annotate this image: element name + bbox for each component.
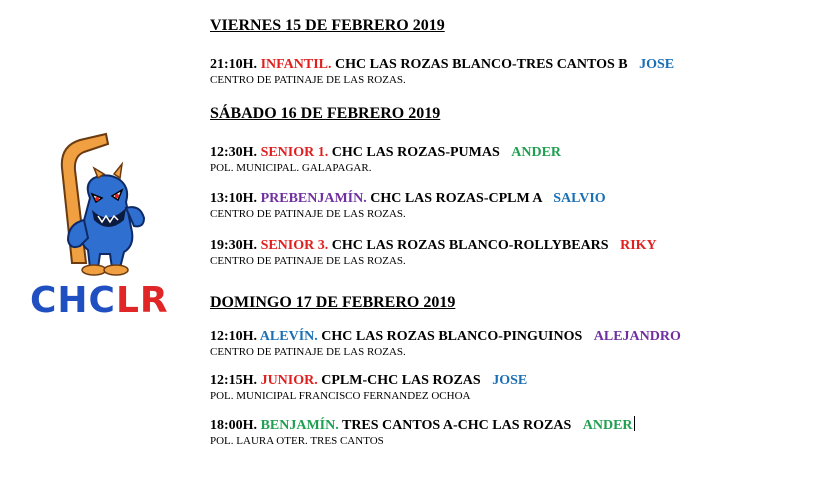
match-teams: CHC LAS ROZAS-CPLM A (370, 191, 542, 206)
match-category: JUNIOR. (260, 373, 318, 388)
match-referee: SALVIO (553, 191, 606, 206)
match-category: ALEVÍN. (259, 329, 318, 344)
match-time: 12:10H. (210, 329, 258, 344)
match-teams: CPLM-CHC LAS ROZAS (321, 373, 481, 388)
match-venue: POL. LAURA OTER. TRES CANTOS (210, 435, 384, 447)
match-teams: TRES CANTOS A-CHC LAS ROZAS (341, 418, 572, 433)
match-venue: POL. MUNICIPAL FRANCISCO FERNANDEZ OCHOA (210, 390, 471, 402)
match-referee: ALEJANDRO (593, 329, 681, 344)
match-entry (210, 237, 657, 268)
day-heading: VIERNES 15 DE FEBRERO 2019 (210, 17, 445, 34)
logo-text-lr: LR (115, 280, 169, 321)
day-heading: DOMINGO 17 DE FEBRERO 2019 (210, 294, 456, 311)
match-time: 13:10H. (210, 191, 258, 206)
match-time: 12:30H. (210, 145, 258, 160)
match-entry (210, 328, 681, 359)
match-venue: CENTRO DE PATINAJE DE LAS ROZAS. (210, 255, 406, 267)
match-venue: POL. MUNICIPAL. GALAPAGAR. (210, 162, 372, 174)
match-teams: CHC LAS ROZAS BLANCO-TRES CANTOS B (334, 57, 628, 72)
match-teams: CHC LAS ROZAS BLANCO-ROLLYBEARS (331, 238, 609, 253)
text-cursor (634, 416, 635, 431)
match-venue: CENTRO DE PATINAJE DE LAS ROZAS. (210, 208, 406, 220)
match-venue: CENTRO DE PATINAJE DE LAS ROZAS. (210, 346, 406, 358)
match-referee: RIKY (620, 238, 657, 253)
match-entry (210, 144, 561, 175)
match-referee: JOSE (492, 373, 528, 388)
match-category: PREBENJAMÍN. (260, 191, 367, 206)
match-referee: JOSE (639, 57, 675, 72)
match-category: INFANTIL. (260, 57, 332, 72)
match-entry (210, 56, 674, 87)
club-logo-wordmark (30, 280, 169, 321)
match-teams: CHC LAS ROZAS BLANCO-PINGUINOS (321, 329, 583, 344)
day-heading: SÁBADO 16 DE FEBRERO 2019 (210, 105, 441, 122)
match-referee: ANDER (511, 145, 562, 160)
match-time: 18:00H. (210, 418, 258, 433)
match-category: SENIOR 1. (260, 145, 329, 160)
match-time: 19:30H. (210, 238, 258, 253)
match-entry (210, 416, 635, 448)
match-category: BENJAMÍN. (260, 418, 339, 433)
match-referee: ANDER (582, 418, 633, 433)
match-entry (210, 372, 527, 403)
match-time: 12:15H. (210, 373, 258, 388)
match-time: 21:10H. (210, 57, 258, 72)
logo-text-chc: CHC (30, 280, 116, 321)
match-category: SENIOR 3. (260, 238, 329, 253)
match-teams: CHC LAS ROZAS-PUMAS (331, 145, 500, 160)
match-venue: CENTRO DE PATINAJE DE LAS ROZAS. (210, 74, 406, 86)
match-entry (210, 190, 606, 221)
